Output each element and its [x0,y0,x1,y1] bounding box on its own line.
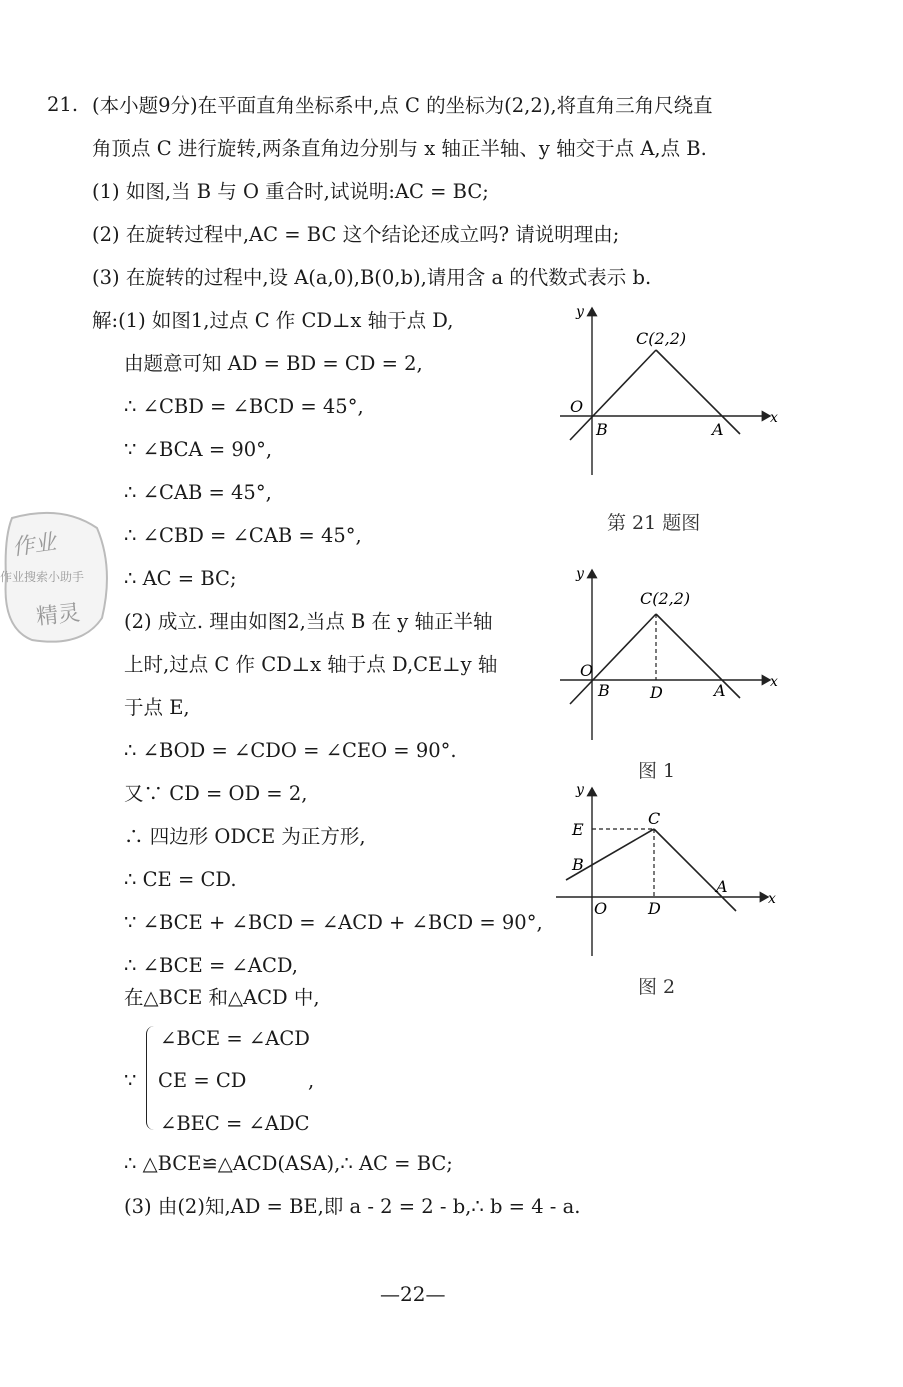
fig21-b-label: B [596,420,608,439]
fig21-y-label: y [576,304,584,320]
solution-line-13: ∴ 四边形 ODCE 为正方形, [124,825,366,848]
fig21-c-label: C(2,2) [636,329,687,348]
solution-line-6: ∴ ∠CBD = ∠CAB = 45°, [124,524,362,547]
problem-number: 21. [47,93,79,116]
solution-line-10: 于点 E, [124,696,190,719]
figure-2 [556,780,786,960]
solution-line-5: ∴ ∠CAB = 45°, [124,481,272,504]
system-suffix: , [308,1069,315,1092]
fig21-x-label: x [770,410,778,426]
solution-line-1: 解:(1) 如图1,过点 C 作 CD⊥x 轴于点 D, [92,309,454,332]
fig2-e-label: E [572,820,584,839]
problem-line-2: 角顶点 C 进行旋转,两条直角边分别与 x 轴正半轴、y 轴交于点 A,点 B. [92,137,707,160]
conclusion-line: ∴ △BCE≌△ACD(ASA),∴ AC = BC; [124,1152,453,1175]
fig1-c-label: C(2,2) [640,589,691,608]
problem-part-2: (2) 在旋转过程中,AC = BC 这个结论还成立吗? 请说明理由; [92,223,620,246]
figure-21 [560,300,790,480]
fig21-caption: 第 21 题图 [607,512,701,534]
solution-line-2: 由题意可知 AD = BD = CD = 2, [124,352,423,375]
solution-line-11: ∴ ∠BOD = ∠CDO = ∠CEO = 90°. [124,739,457,762]
fig1-d-label: D [650,683,663,702]
fig2-a-label: A [716,877,728,896]
fig2-c-label: C [648,809,661,828]
stamp-text-3: 精灵 [35,600,82,631]
fig2-y-label: y [576,782,584,798]
fig21-a-label: A [712,420,724,439]
part3-line: (3) 由(2)知,AD = BE,即 a - 2 = 2 - b,∴ b = 4 - a. [124,1195,581,1218]
fig21-side-bc [570,350,656,440]
system-line-3: ∠BEC = ∠ADC [160,1112,310,1135]
stamp-text-2: 作业搜索小助手 [0,570,85,584]
fig1-caption: 图 1 [638,760,676,782]
system-line-1: ∠BCE = ∠ACD [160,1027,310,1050]
fig1-a-label: A [714,681,726,700]
fig1-b-label: B [598,681,610,700]
problem-part-1: (1) 如图,当 B 与 O 重合时,试说明:AC = BC; [92,180,489,203]
solution-line-16: ∴ ∠BCE = ∠ACD, [124,954,299,977]
fig2-side-ca [654,829,736,911]
fig2-caption: 图 2 [638,976,676,998]
solution-line-12: 又∵ CD = OD = 2, [124,782,308,805]
fig21-o-label: O [570,397,584,416]
fig2-d-label: D [648,899,661,918]
solution-line-4: ∵ ∠BCA = 90°, [124,438,273,461]
solution-line-15: ∵ ∠BCE + ∠BCD = ∠ACD + ∠BCD = 90°, [124,911,543,934]
system-line-2: CE = CD [158,1069,247,1092]
stamp-text-1: 作业 [10,530,58,561]
problem-part-3: (3) 在旋转的过程中,设 A(a,0),B(0,b),请用含 a 的代数式表示 b. [92,266,652,289]
solution-line-7: ∴ AC = BC; [124,567,237,590]
fig2-b-label: B [572,855,584,874]
figure-1 [560,562,790,742]
solution-line-14: ∴ CE = CD. [124,868,237,891]
fig1-o-label: O [580,661,594,680]
solution-line-9: 上时,过点 C 作 CD⊥x 轴于点 D,CE⊥y 轴 [124,653,498,676]
system-prefix: ∵ [124,1069,137,1092]
solution-line-8: (2) 成立. 理由如图2,当点 B 在 y 轴正半轴 [124,610,493,633]
fig2-o-label: O [594,899,608,918]
solution-line-3: ∴ ∠CBD = ∠BCD = 45°, [124,395,364,418]
fig1-side-ca [656,614,740,698]
fig1-x-label: x [770,674,778,690]
problem-line-1: (本小题9分)在平面直角坐标系中,点 C 的坐标为(2,2),将直角三角尺绕直 [92,94,713,117]
system-brace [146,1026,157,1130]
solution-line-17: 在△BCE 和△ACD 中, [124,986,320,1009]
fig2-x-label: x [768,891,776,907]
fig1-side-bc [570,614,656,704]
page-number: —22— [380,1282,446,1306]
fig1-y-label: y [576,566,584,582]
fig21-side-ca [656,350,740,434]
